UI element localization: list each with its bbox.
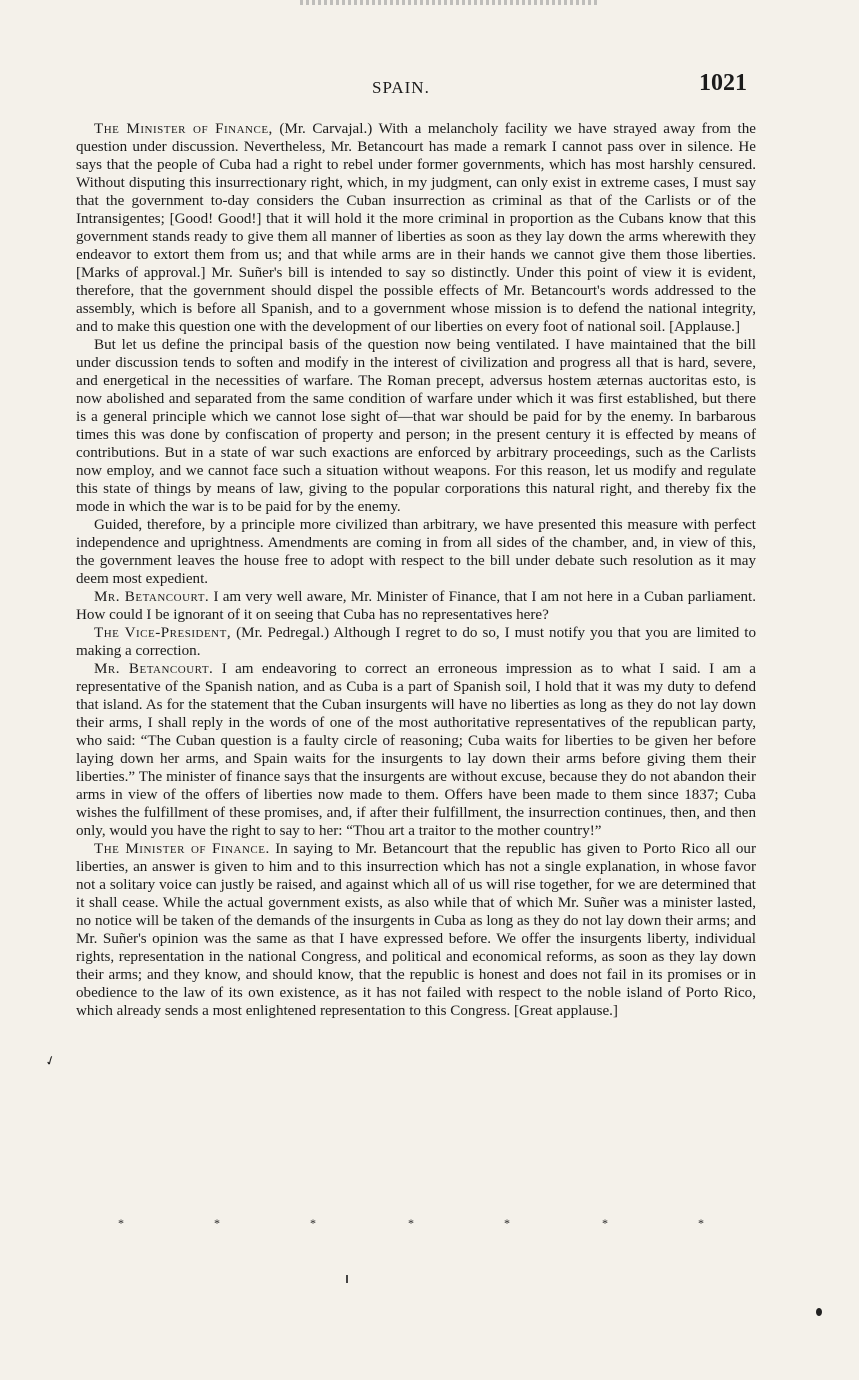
body-text: [76, 120, 756, 1020]
speaker-name: Mr. Betancourt.: [94, 661, 214, 677]
asterisk: *: [698, 1216, 704, 1230]
paragraph-text: I am very well aware, Mr. Minister of Finance, that I am not here in a Cuban parliament. How could I be ignorant of it on seeing that Cuba has no representatives here?: [76, 589, 757, 623]
asterisk: *: [408, 1216, 414, 1230]
page-header: [0, 70, 859, 104]
top-edge-rule: [300, 0, 600, 5]
paragraph-text: (Mr. Pedregal.) Although I regret to do so, I must notify you that you are limited to making a correction.: [76, 625, 756, 659]
paragraph: [76, 624, 756, 660]
paragraph-text: (Mr. Carvajal.) With a melancholy facility we have strayed away from the question under discussion. Nevertheless, Mr. Betancourt has made a remark I cannot pass over in silence. He says that the people of Cuba had a right to rebel under former governments, which has most harshly censured. Without disputing this insurrectionary right, which, in my judgment, can only exist in extreme cases, I must say that the government to-day considers the Cuban insurrection as criminal as that of the Carlists or of the Intransigentes; [Good! Good!] that it will hold it the more criminal in proportion as the Cubans know that this government stands ready to give them all manner of liberties as soon as they lay down the arms wherewith they endeavor to extort them from us; and that while arms are in their hands we cannot give them those liberties. [Marks of approval.] Mr. Suñer's bill is intended to say so distinctly. Under this point of view it is evident, therefore, that the government should dispel the possible effects of Mr. Betancourt's words addressed to the assembly, which is before all Spanish, and to a government whose mission is to defend the national integrity, and to make this question one with the development of our liberties on every foot of national soil. [Applause.]: [76, 121, 756, 335]
asterisk: *: [214, 1216, 220, 1230]
asterisk: *: [602, 1216, 608, 1230]
asterisk: *: [504, 1216, 510, 1230]
paragraph: [76, 336, 756, 516]
speaker-name: The Minister of Finance,: [94, 121, 273, 137]
speaker-name: Mr. Betancourt.: [94, 589, 210, 605]
paragraph: [76, 120, 756, 336]
paragraph: [76, 516, 756, 588]
speaker-name: The Minister of Finance.: [94, 841, 270, 857]
paragraph-text: But let us define the principal basis of the question now being ventilated. I have maintained that the bill under discussion tends to soften and modify in the interest of civilization and progress all that is hard, severe, and energetical in the necessities of warfare. The Roman precept, adversus hostem æternas auctoritas esto, is now abolished and separated from the same condition of warfare under which it was first established, but there is a general principle which we cannot lose sight of—that war should be paid for by the enemy. In barbarous times this was done by confiscation of property and person; in the present century it is effected by means of contributions. But in a state of war such exactions are enforced by arbitrary proceedings, such as the Carlists now employ, and we cannot face such a situation without weapons. For this reason, let us modify and regulate this state of things by means of law, giving to the popular corporations this natural right, and thereby fix the mode in which the war is to be paid for by the enemy.: [76, 337, 756, 515]
speaker-name: The Vice-President,: [94, 625, 232, 641]
paragraph-text: In saying to Mr. Betancourt that the republic has given to Porto Rico all our liberties, an answer is given to him and to this insurrection which has not a single explanation, in whose favor not a solitary voice can justly be raised, and against which all of us will rise together, for we are determined that it shall cease. While the actual government exists, as also while that of which Mr. Suñer was a minister lasted, no notice will be taken of the demands of the insurgents in Cuba as long as they do not lay down their arms; and Mr. Suñer's opinion was the same as that I have expressed before. We offer the insurgents liberty, individual rights, representation in the national Congress, and political and economical reforms, as soon as they lay down their arms; and they know, and should know, that the republic is honest and does not fail in its promises or in obedience to the law of its own existence, as it has not failed with respect to the noble island of Porto Rico, which already sends a most enlightened representation to this Congress. [Great applause.]: [76, 841, 756, 1019]
paragraph: [76, 840, 756, 1020]
margin-check-mark: ✓: [42, 1051, 58, 1070]
stray-dot: [816, 1308, 822, 1316]
page-number: 1021: [699, 70, 747, 96]
paragraph: [76, 660, 756, 840]
paragraph-text: I am endeavoring to correct an erroneous impression as to what I said. I am a representative of the Spanish nation, and as Cuba is a part of Spanish soil, I hold that it was my duty to defend that island. As for the statement that the Cuban insurgents will have no liberties as long as they do not lay down their arms, I shall reply in the words of one of the most authoritative representatives of the republican party, who said: “The Cuban question is a faulty circle of reasoning; Cuba waits for liberties to be given her before laying down her arms, and Spain waits for the insurgents to lay down their arms before giving them their liberties.” The minister of finance says that the insurgents are without excuse, because they do not abandon their arms in view of the offers of liberties now made to them. Offers have been made to them since 1837; Cuba wishes the fulfillment of these promises, and, if after their fulfillment, the insurrection continues, then, and then only, would you have the right to say to her: “Thou art a traitor to the mother country!”: [76, 661, 756, 839]
running-head: SPAIN.: [372, 78, 430, 97]
asterisk: *: [118, 1216, 124, 1230]
paragraph-text: Guided, therefore, by a principle more civilized than arbitrary, we have presented this measure with perfect independence and uprightness. Amendments are coming in from all sides of the chamber, and, in view of this, the government leaves the house free to adopt with respect to the bill under debate such resolution as it may deem most expedient.: [76, 517, 756, 587]
asterisk: *: [310, 1216, 316, 1230]
paragraph: [76, 588, 756, 624]
stray-mark: [346, 1275, 348, 1283]
section-separator: [76, 1216, 756, 1234]
